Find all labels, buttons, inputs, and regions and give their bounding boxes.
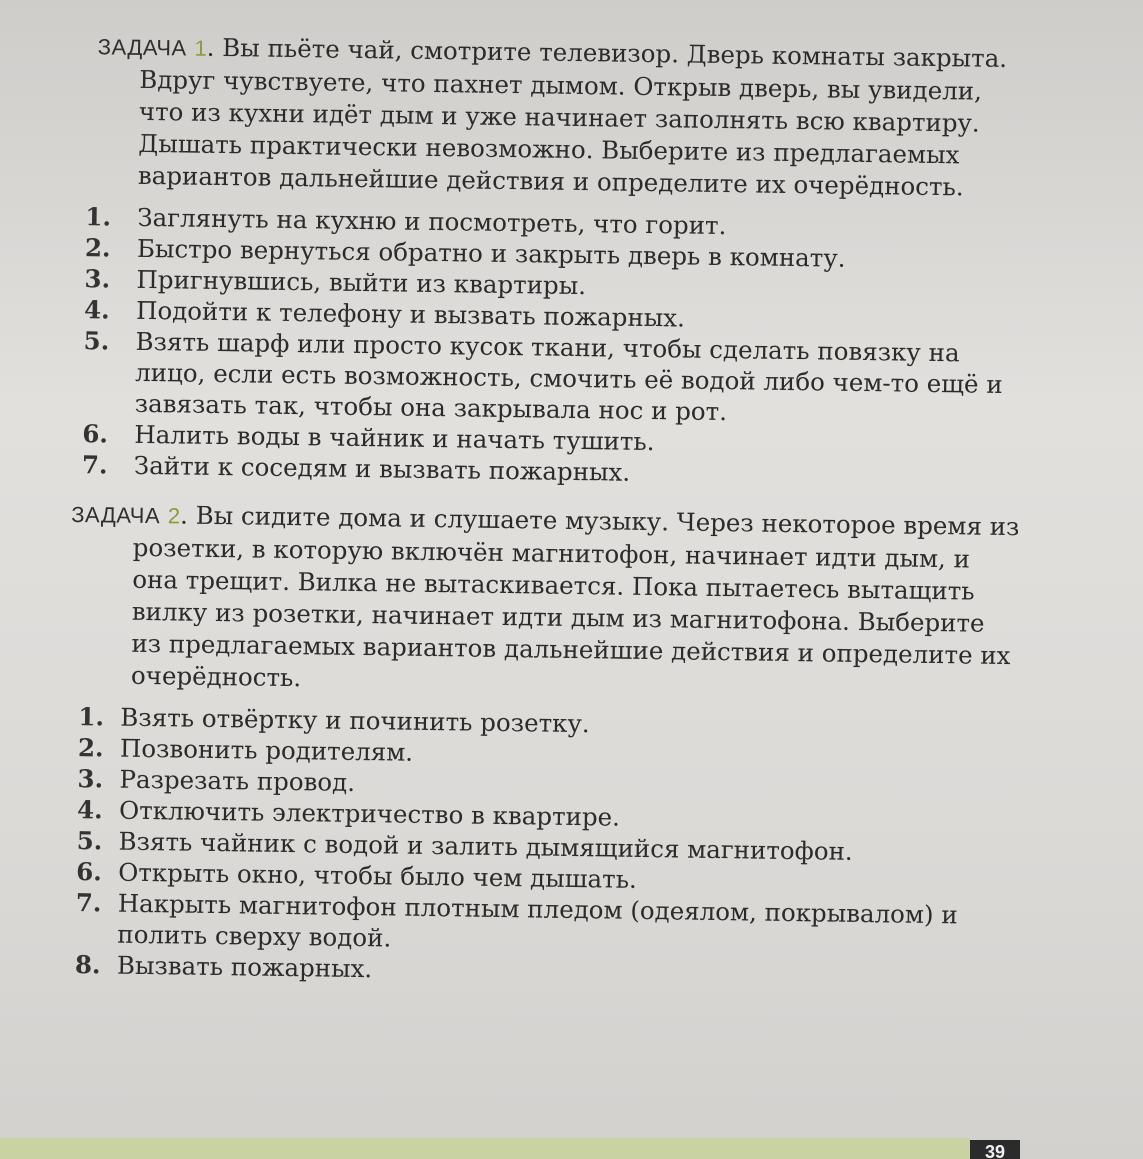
option-number: 4. xyxy=(83,295,110,325)
task-2-label: ЗАДАЧА xyxy=(71,501,161,529)
footer-accent-bar xyxy=(0,1138,970,1159)
option-number: 6. xyxy=(82,419,109,449)
option-text: Подойти к телефону и вызвать пожарных. xyxy=(135,295,686,333)
option-number: 6. xyxy=(76,857,103,887)
text-block xyxy=(65,30,1058,994)
option-text: Зайти к соседям и вызвать пожарных. xyxy=(133,450,631,487)
option-text: Позвонить родителям. xyxy=(119,733,414,767)
option-number: 5. xyxy=(83,326,110,356)
option-text: Взять шарф или просто кусок ткани, чтобы сделать повязку на лицо, если есть возможность, смочить её водой либо чем-то ещё и завязать так, чтобы она закрывала нос и рот. xyxy=(134,326,1003,427)
task-2-text: . Вы сидите дома и слушаете музыку. Через некоторое время из розетки, в которую включён магнитофон, начинает идти дым, и она трещит. Вилка не вытаскивается. Пока пытаетесь вытащить вилку из розетки, начинает идти дым из магнитофона. Выберите из предлагаемых вариантов дальнейшие действия и определите их очерёдность. xyxy=(130,500,1020,693)
option-number: 3. xyxy=(84,264,111,294)
option-text: Разрезать провод. xyxy=(119,764,356,797)
task-2-number: 2 xyxy=(167,503,181,529)
page-number: 39 xyxy=(970,1140,1020,1159)
task-1-intro xyxy=(97,31,1030,204)
option-text: Отключить электричество в квартире. xyxy=(118,795,621,832)
task-2-intro xyxy=(71,499,1024,704)
option-number: 3. xyxy=(77,764,104,794)
option-number: 1. xyxy=(85,202,112,232)
option-number: 8. xyxy=(74,950,101,980)
option-text: Открыть окно, чтобы было чем дышать. xyxy=(118,857,638,894)
option-text: Вызвать пожарных. xyxy=(116,950,373,984)
option-text: Налить воды в чайник и начать тушить. xyxy=(134,419,655,457)
task-1 xyxy=(72,30,1058,494)
task-1-option-5 xyxy=(73,325,1026,431)
option-text: Взять отвёртку и починить розетку. xyxy=(120,702,590,739)
option-number: 2. xyxy=(84,233,111,263)
task-2-options xyxy=(65,701,1049,994)
option-text: Накрыть магнитофон плотным пледом (одеялом, покрывалом) и полить сверху водой. xyxy=(117,888,958,953)
option-number: 2. xyxy=(77,733,104,763)
option-number: 7. xyxy=(81,450,108,480)
task-1-label: ЗАДАЧА xyxy=(97,34,187,61)
task-1-number: 1 xyxy=(194,35,207,61)
option-text: Пригнувшись, выйти из квартиры. xyxy=(136,264,587,301)
option-text: Заглянуть на кухню и посмотреть, что горит. xyxy=(137,202,727,241)
option-number: 7. xyxy=(75,888,102,918)
task-2 xyxy=(65,498,1052,994)
task-1-text: . Вы пьёте чай, смотрите телевизор. Дверь комнаты закрыта. Вдруг чувствуете, что пахнет дымом. Открыв дверь, вы увидели, что из кухни идёт дым и уже начинает заполнять всю квартиру. Дышать практически невозможно. Выберите из предлагаемых вариантов дальнейшие действия и определите их очерёдность. xyxy=(137,32,1008,202)
task-1-options xyxy=(72,201,1056,494)
option-number: 4. xyxy=(76,795,103,825)
option-number: 5. xyxy=(76,826,103,856)
option-text: Взять чайник с водой и залить дымящийся магнитофон. xyxy=(118,826,853,866)
option-number: 1. xyxy=(78,702,105,732)
option-text: Быстро вернуться обратно и закрыть дверь в комнату. xyxy=(136,233,846,273)
